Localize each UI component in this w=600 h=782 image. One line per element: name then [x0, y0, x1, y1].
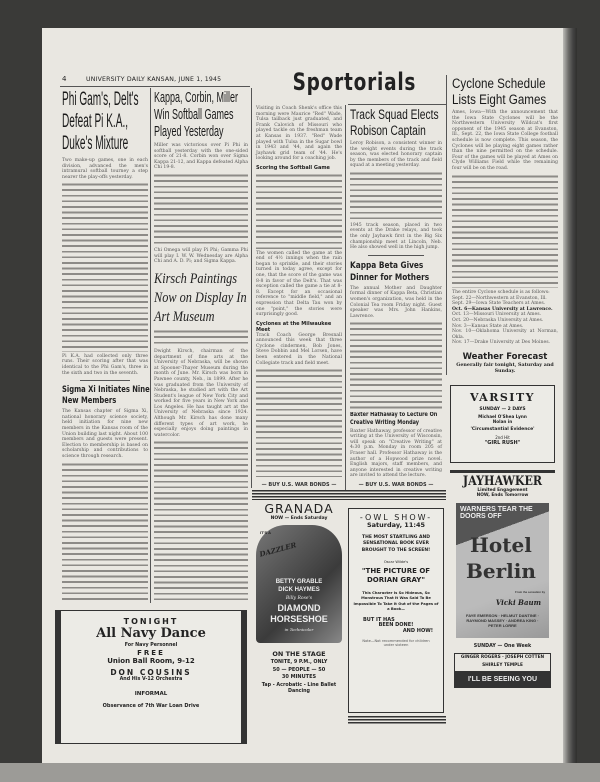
- ad-text: Billy Rose's: [285, 595, 313, 601]
- ad-text: SUNDAY — One Week: [473, 643, 532, 649]
- ad-box: [454, 653, 551, 671]
- subhead: Cyclones at the Milwaukee Meet: [256, 320, 332, 333]
- ad-text: THE MOST STARTLING AND SENSATIONAL BOOK EVER BROUGHT TO THE SCREEN!: [361, 534, 431, 554]
- ad-varsity: [450, 385, 555, 463]
- ad-title: Hotel: [470, 532, 532, 557]
- article-text: Chi Omega will play Pi Phi; Gamma Phi will play I. W. W. Wednesday are Alpha Chi and A. D. Pi; and Sigma Kappa.: [154, 247, 248, 265]
- movie-poster: [456, 503, 549, 638]
- ad-text: NOW — Ends Saturday: [270, 516, 328, 522]
- ad-text: Observance of 7th War Loan Drive: [102, 703, 200, 710]
- ad-text: Tap - Acrobatic - Line Ballet Dancing: [261, 683, 337, 694]
- ad-text: BUT IT HAS: [363, 616, 395, 623]
- scan-edge: [563, 28, 577, 763]
- ad-text: FREE: [137, 648, 165, 657]
- column-rule: [150, 88, 151, 603]
- ad-text: IT'S A: [260, 529, 272, 535]
- ad-jayhawker: [450, 474, 555, 744]
- ad-text: FAYE EMERSON · HELMUT DANTINE · RAYMOND MASSEY · ANDREA KING · PETER LORRE: [466, 612, 539, 629]
- masthead-title: UNIVERSITY DAILY KANSAN, JUNE 1, 1945: [86, 76, 222, 83]
- ad-text: SHIRLEY TEMPLE: [482, 663, 523, 669]
- ad-text: ON THE STAGE: [272, 649, 326, 658]
- column-sportorials: [256, 106, 342, 488]
- headline-track-squad: Track Squad Elects Robison Captain: [350, 107, 439, 138]
- ad-text: AND HOW!: [402, 628, 433, 635]
- movie-poster: [256, 525, 342, 643]
- ad-owl-show: [348, 508, 444, 713]
- headline-cyclone-schedule: Cyclone Schedule Lists Eight Games: [452, 76, 547, 107]
- ad-rule: [450, 470, 555, 473]
- ad-text: TONITE, 9 P.M., ONLY: [270, 660, 328, 666]
- article-text-lines: [62, 182, 148, 352]
- scan-background: [0, 763, 600, 782]
- article-text-lines: [154, 329, 248, 347]
- ad-text: BEEN DONE!: [378, 622, 414, 629]
- article-text-lines: [350, 171, 442, 221]
- article-text: Dwight Kirsch, chairman of the department of fine arts at the University of Nebraska, will be shown at Spooner-Thayer Museum during the month of June. Mr. Kirsch was born in Pawnee county, Neb., in 1899. After he was graduated from the University of Nebraska, he studied art with the Art Student's league of New York City and worked for five years in New York and Los Angeles. He has taught art at the University of Nebraska since 1924. Although Mr. Kirsch has done many different types of art work, he especially enjoys doing paintings in watercolor.: [154, 348, 248, 438]
- ad-all-navy-dance: [55, 610, 247, 744]
- column-text: Visiting in Coach Shenk's office this morning were Maurice "Red" Wade, Tulsa tailback just graduated, and Frank Calovich of Missouri who played tackle on the freshman team at Kansas in 1937. "Red" Wade played with Tulsa in the Sugar bowl in 1943 and '44, and again the Jayhawk grid team of '44. He's looking around for a coaching job.: [256, 106, 342, 162]
- ad-title: Berlin: [466, 558, 536, 583]
- article-text-lines: [256, 173, 342, 249]
- column-rule: [251, 88, 252, 488]
- theater-name: GRANADA: [264, 501, 334, 516]
- section-rule: [348, 104, 446, 105]
- ad-title: All Navy Dance: [96, 626, 206, 642]
- headline-baxter-hathaway: Baxter Hathaway to Lecture On Creative Writing Monday: [350, 411, 438, 426]
- ad-text: 50 — PEOPLE — 50: [272, 666, 326, 673]
- ad-title: "GIRL RUSH": [484, 439, 521, 446]
- war-bonds-slogan: — BUY U.S. WAR BONDS —: [358, 482, 434, 488]
- column-text: The women called the game at the end of 4½ innings when the rain began to sprinkle, and their stories turned in today agree, except for one, that the score of the game was 8-8 in favor of the Delt's. That was exception called the game a tie at 8-8. Except for an occasional reference to "middle field," and an expression that Delta Tau won by one "point," the stories were surprisingly good.: [256, 250, 342, 318]
- ad-text: INFORMAL: [134, 690, 168, 697]
- ad-title: I'LL BE SEEING YOU: [454, 671, 551, 688]
- ad-text: DAZZLER: [258, 539, 298, 559]
- schedule-item: Nov. 10—Oklahoma University at Norman, Okla.: [452, 329, 558, 340]
- column-rule: [446, 75, 447, 375]
- ad-title: -OWL SHOW-: [359, 513, 433, 522]
- article-text: 1945 track season, placed in two events at the Drake relays, and took the only Jayhawk first in the Big Six championship meet at Lincoln, Neb. He also showed well in the high jump.: [350, 222, 442, 251]
- headline-phi-gams: Phi Gam's, Delt's Defeat Pi K.A., Duke's Mixture: [62, 89, 139, 154]
- ad-text: Saturday, 11:45: [366, 521, 425, 530]
- ad-text: 30 MINUTES: [281, 674, 317, 681]
- article-text-lines: [62, 462, 148, 601]
- article-text: The annual Mother and Daughter formal dinner of Kappa Beta, Christian women's organization, was held in the Colonial Tea room Friday night. Guest speaker was Mrs. John Hankins, Lawrence.: [350, 285, 442, 319]
- schedule-intro: The entire Cyclone schedule is as follows:: [452, 290, 550, 296]
- ad-text: And His V-12 Orchestra: [119, 677, 183, 683]
- article-text: Leroy Robison, a consistent winner in the weight events during the track season, was elected honorary captain by the members of the track and field squad at a meeting yesterday.: [350, 141, 442, 169]
- weather-title: Weather Forecast: [462, 352, 548, 362]
- ad-text: Union Ball Room, 9-12: [107, 656, 195, 665]
- ad-text: SUNDAY — 2 DAYS: [479, 407, 526, 412]
- schedule-item: Sept. 22—Northwestern at Evanston, Ill.: [452, 295, 547, 301]
- ad-text: 2nd Hit: [495, 435, 510, 440]
- article-text: Two make-up games, one in each division, advanced the men's intramural softball tourney a step nearer the play-offs yesterday.: [62, 158, 148, 180]
- article-text-lines: [452, 174, 558, 289]
- ad-text: BETTY GRABLE: [275, 578, 323, 585]
- ad-text: TONIGHT: [123, 617, 179, 626]
- headline-kappa-corbin-miller: Kappa, Corbin, Miller Win Softball Games Played Yesterday: [154, 89, 239, 140]
- article-text-lines: [154, 173, 248, 246]
- article-text: Ames, Iowa—With the announcement that the Iowa State Cyclones will be the Northwestern University Wildcat's first opponent of the 1945 season at Evanston, Ill., Sept. 22, the Iowa State College football schedule is now complete. This season, the Cyclones will be playing eight games rather than the nine permitted on the schedule. Four of the games will be played at Ames on Clyde Williams Field while the remaining four will be on the road.: [452, 110, 558, 171]
- article-text-lines: [154, 440, 248, 600]
- schedule-item: Oct. 6—Kansas University at Lawrence.: [452, 306, 553, 312]
- ad-text: GINGER ROGERS · JOSEPH COTTEN: [460, 655, 545, 661]
- ad-text: WARNERS TEAR THE DOORS OFF: [460, 505, 533, 521]
- ad-text: From the sensation by: [515, 589, 545, 594]
- schedule-item: Nov. 17—Drake University at Des Moines.: [452, 340, 551, 346]
- ad-text: DON COUSINS: [110, 667, 192, 677]
- ad-text: For Navy Personnel: [124, 643, 178, 649]
- masthead-rule: [60, 86, 250, 87]
- article-text: Baxter Hathaway, professor of creative writing at the University of Wisconsin, will speak on "Creative Writing" at 4:30 p.m. Monday in room 205 of Fraser hall. Professor Hathaway is the author of a Hopwood prize novel. English majors, staff members, and anyone interested in creative writing are invited to attend the lecture.: [350, 428, 442, 479]
- ad-text: NOW, Ends Tomorrow: [476, 492, 529, 498]
- schedule-item: Oct. 20—Nebraska University at Ames.: [452, 318, 544, 324]
- schedule-item: Oct. 13—Missouri University at Ames.: [452, 312, 542, 318]
- article-divider: [368, 255, 424, 256]
- ad-title: DIAMOND: [277, 602, 321, 613]
- column-5: [452, 76, 558, 374]
- ad-text: Michael O'Shea Lynn Nolan in: [478, 414, 527, 424]
- schedule-item: Nov. 3—Kansas State at Ames.: [452, 323, 524, 329]
- column-text: Track Coach George Bresnall announced this week that three Cyclone cindermen, Bob Jones, Steve Dobbin and Mel Lorsen, have been entered in the National Collegiate track and field meet.: [256, 332, 342, 366]
- ad-title: "THE PICTURE OF DORIAN GRAY": [361, 567, 431, 584]
- headline-kirsch-paintings: Kirsch Paintings Now on Display In Art Museum: [154, 270, 247, 325]
- ad-text: Vicki Baum: [495, 597, 541, 607]
- ad-text: This Character Is So Hideous, So Monstrous That It Was Said To Be Impossible To Take It Out of the Pages of a Book—: [353, 590, 439, 612]
- article-text: Miller was victorious over Pi Phi in softball yesterday with the one-sided score of 21-8. Corbin won over Sigma Kappa 21-12, and Kappa defeated Alpha Chi 19-8.: [154, 143, 248, 171]
- ad-text: Note—Not recommended for children under sixteen: [362, 638, 430, 648]
- ad-banner-stripes: [348, 716, 446, 724]
- ad-title: 'Circumstantial Evidence': [470, 426, 535, 432]
- page-number: 4: [62, 75, 67, 83]
- ad-banner-stripes: [252, 490, 446, 500]
- ad-title: HORSESHOE: [270, 613, 328, 624]
- ad-text: in Technicolor: [284, 626, 314, 632]
- article-text: Pi K.A. had collected only three runs. Their scoring after that was identical to the Phi Gam's, three in the sixth and two in the seventh.: [62, 353, 148, 376]
- ad-text: Oscar Wilde's: [383, 559, 409, 564]
- article-divider: [80, 380, 130, 381]
- ad-text: Limited Engagement: [477, 488, 528, 493]
- headline-kappa-beta: Kappa Beta Gives Dinner for Mothers: [350, 260, 430, 283]
- column-rule: [345, 105, 346, 490]
- column-4: [350, 107, 442, 488]
- schedule-list: [452, 296, 558, 346]
- column-1: [62, 89, 148, 603]
- article-text-lines: [350, 321, 442, 408]
- weather-text: Generally fair tonight, Saturday and Sunday.: [456, 362, 554, 374]
- subhead: Scoring the Softball Game: [256, 164, 330, 171]
- article-text: The Kansas chapter of Sigma Xi, national honorary science society, held initiation for nine new members in the Kansas room of the Union building last night. About 100 members and guests were present. Election to membership is based on scholarship and contributions to science through research.: [62, 409, 148, 460]
- war-bonds-slogan: — BUY U.S. WAR BONDS —: [261, 482, 337, 488]
- headline-sigma-xi: Sigma Xi Initiates Nine New Members: [62, 385, 150, 407]
- sportorials-title: Sportorials: [292, 68, 417, 96]
- theater-name: VARSITY: [470, 391, 535, 404]
- column-2: [154, 89, 248, 602]
- ad-granada: [252, 502, 346, 760]
- ad-text: DICK HAYMES: [278, 586, 320, 593]
- article-text-lines: [256, 368, 342, 477]
- schedule-item: Sept. 29—Iowa State Teachers at Ames.: [452, 301, 546, 307]
- theater-name: JAYHAWKER: [462, 474, 543, 489]
